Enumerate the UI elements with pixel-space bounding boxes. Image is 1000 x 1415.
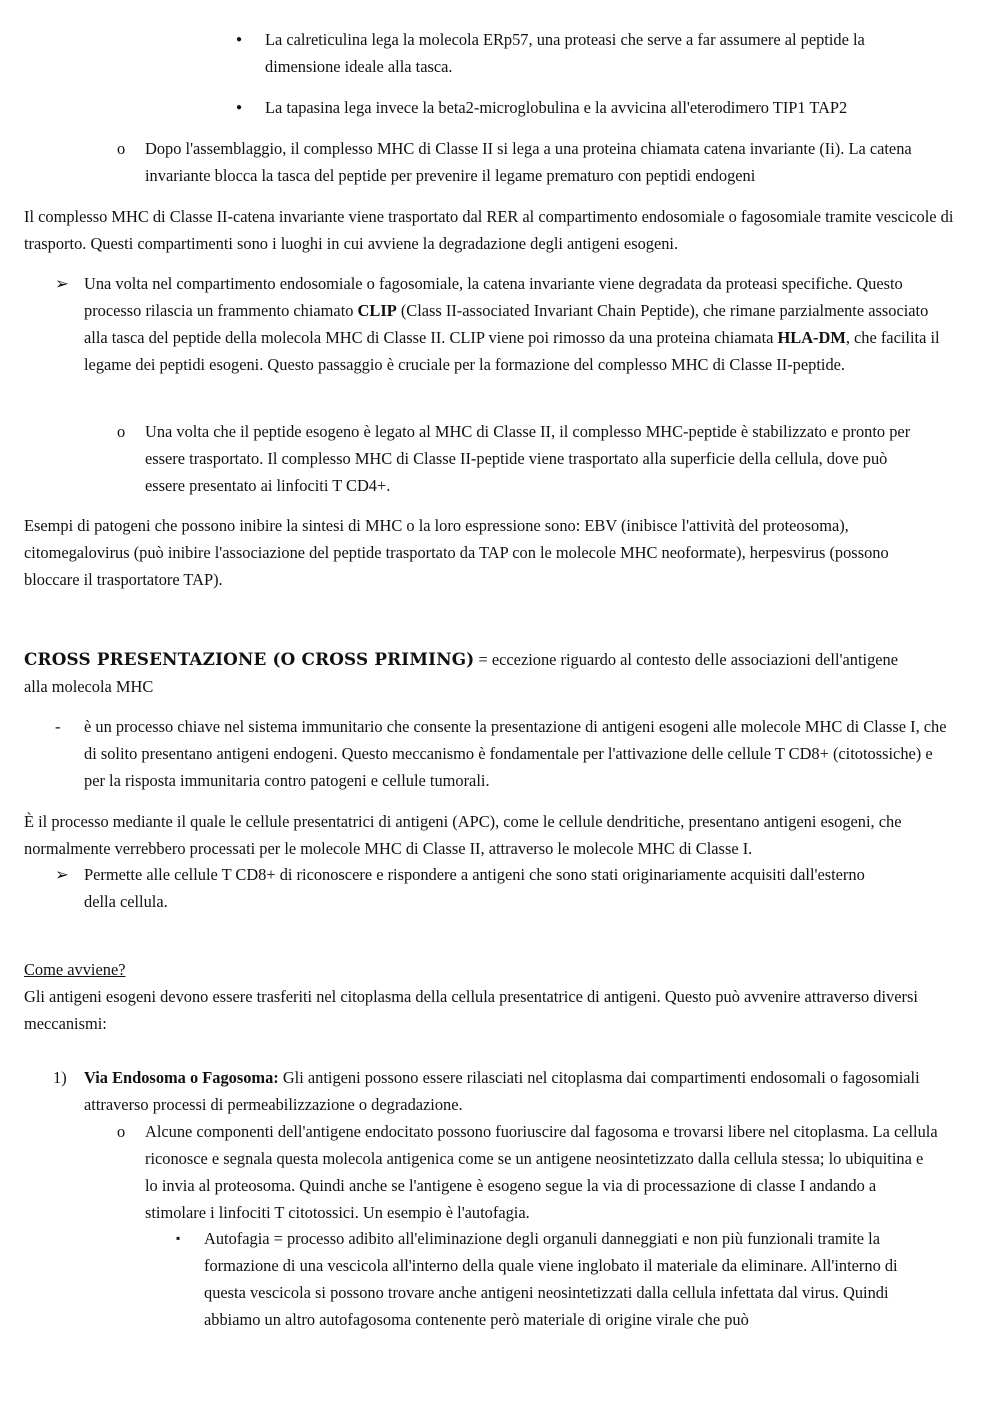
bullet-circle-marker: o xyxy=(117,422,126,441)
pathogens-paragraph: Esempi di patogeni che possono inibire la sintesi di MHC o la loro espressione sono: EBV (inibisce l'attività del proteosoma), citomegalovirus (può inibire l'associazione del peptide trasportato da TAP con le molecole MHC neoformate), herpesvirus (possono bloccare il trasportatore TAP). xyxy=(24,516,889,589)
endosome-arrow-item xyxy=(84,270,944,378)
item-number: 1) xyxy=(53,1068,67,1087)
autophagy-item: Autofagia = processo adibito all'eliminazione degli organuli danneggiati e non più funzionali tramite la formazione di una vescicola all'interno della quale viene inglobato il materiale da eliminare. All'interno di questa vescicola si possono trovare anche antigeni neosintetizzati dalla cellula infettata dal virus. Quindi abbiamo un altro autofagosoma contenente però materiale di origine virale che può xyxy=(204,1229,898,1329)
endosome-text-1: Una volta nel compartimento endosomiale o fagosomiale, la catena invariante viene degradata da proteasi specifiche. Questo processo rilascia un frammento chiamato xyxy=(84,274,903,320)
bullet-dash-marker: - xyxy=(55,717,61,736)
bullet-circle-marker: o xyxy=(117,1122,126,1141)
bullet-arrow-marker: ➢ xyxy=(55,865,69,884)
antigen-escape-item: Alcune componenti dell'antigene endocitato possono fuoriuscire dal fagosoma e trovarsi libere nel citoplasma. La cellula riconosce e segnala questa molecola antigenica come se un antigene neosintetizzato dalla cellula stessa; lo ubiquitina e lo invia al proteosoma. Quindi anche se l'antigene è esogeno segue la via di processazione di classe I andando a stimolare i linfociti T citotossici. Un esempio è l'autofagia. xyxy=(145,1122,938,1222)
endosome-text-3: , che facilita il legame dei peptidi esogeni. Questo passaggio è cruciale per la formazione del complesso MHC di Classe II-peptide. xyxy=(84,328,940,374)
item-endosome-text: Gli antigeni possono essere rilasciati nel citoplasma dai compartimenti endosomali o fagosomiali attraverso processi di permeabilizzazione o degradazione. xyxy=(84,1068,920,1114)
bullet-tapasina: La tapasina lega invece la beta2-microglobulina e la avvicina all'eterodimero TIP1 TAP2 xyxy=(265,98,848,117)
cross-title: CROSS PRESENTAZIONE (O CROSS PRIMING) xyxy=(24,649,475,669)
cross-dash-item: è un processo chiave nel sistema immunitario che consente la presentazione di antigeni esogeni alle molecole MHC di Classe I, che di solito presentano antigeni endogeni. Questo meccanismo è fondamentale per l'attivazione delle cellule T CD8+ (citotossiche) e per la risposta immunitaria contro patogeni e cellule tumorali. xyxy=(84,717,947,790)
bullet-arrow-marker: ➢ xyxy=(55,274,69,293)
hla-dm-term: HLA-DM xyxy=(777,328,846,347)
bullet-calreticulina: La calreticulina lega la molecola ERp57, una proteasi che serve a far assumere al peptide la dimensione ideale alla tasca. xyxy=(265,30,865,76)
item-endosome-route xyxy=(84,1064,934,1118)
how-title: Come avviene? xyxy=(24,960,126,979)
cross-title-rest: = eccezione riguardo al contesto delle associazioni dell'antigene alla molecola MHC xyxy=(24,650,899,696)
cross-arrow-item: Permette alle cellule T CD8+ di riconoscere e rispondere a antigeni che sono stati originariamente acquisiti dall'esterno della cellula. xyxy=(84,865,865,911)
bullet-disc-marker: ● xyxy=(236,102,243,113)
cross-definition: È il processo mediante il quale le cellule presentatrici di antigeni (APC), come le cellule dendritiche, presentano antigeni esogeni, che normalmente verrebbero processati per le molecole MHC di Classe II, attraverso le molecole MHC di Classe I. xyxy=(24,812,902,858)
bullet-circle-marker: o xyxy=(117,139,126,158)
peptide-bound-item: Una volta che il peptide esogeno è legato al MHC di Classe II, il complesso MHC-peptide è stabilizzato e pronto per essere trasportato. Il complesso MHC di Classe II-peptide viene trasportato alla superficie della cellula, dove può essere presentato ai linfociti T CD4+. xyxy=(145,422,911,495)
after-assembly-item: Dopo l'assemblaggio, il complesso MHC di Classe II si lega a una proteina chiamata catena invariante (Ii). La catena invariante blocca la tasca del peptide per prevenire il legame prematuro con peptidi endogeni xyxy=(145,139,912,185)
item-endosome-label: Via Endosoma o Fagosoma: xyxy=(84,1068,279,1087)
endosome-text-2: (Class II-associated Invariant Chain Peptide), che rimane parzialmente associato alla tasca del peptide della molecola MHC di Classe II. CLIP viene poi rimosso da una proteina chiamata xyxy=(84,301,929,347)
how-intro: Gli antigeni esogeni devono essere trasferiti nel citoplasma della cellula presentatrice di antigeni. Questo può avvenire attraverso diversi meccanismi: xyxy=(24,987,918,1033)
bullet-disc-marker: ● xyxy=(236,34,243,45)
transport-paragraph: Il complesso MHC di Classe II-catena invariante viene trasportato dal RER al compartimento endosomiale o fagosomiale tramite vescicole di trasporto. Questi compartimenti sono i luoghi in cui avviene la degradazione degli antigeni esogeni. xyxy=(24,207,954,253)
bullet-square-marker: ▪ xyxy=(176,1231,181,1245)
clip-term: CLIP xyxy=(357,301,397,320)
cross-heading xyxy=(24,646,924,700)
